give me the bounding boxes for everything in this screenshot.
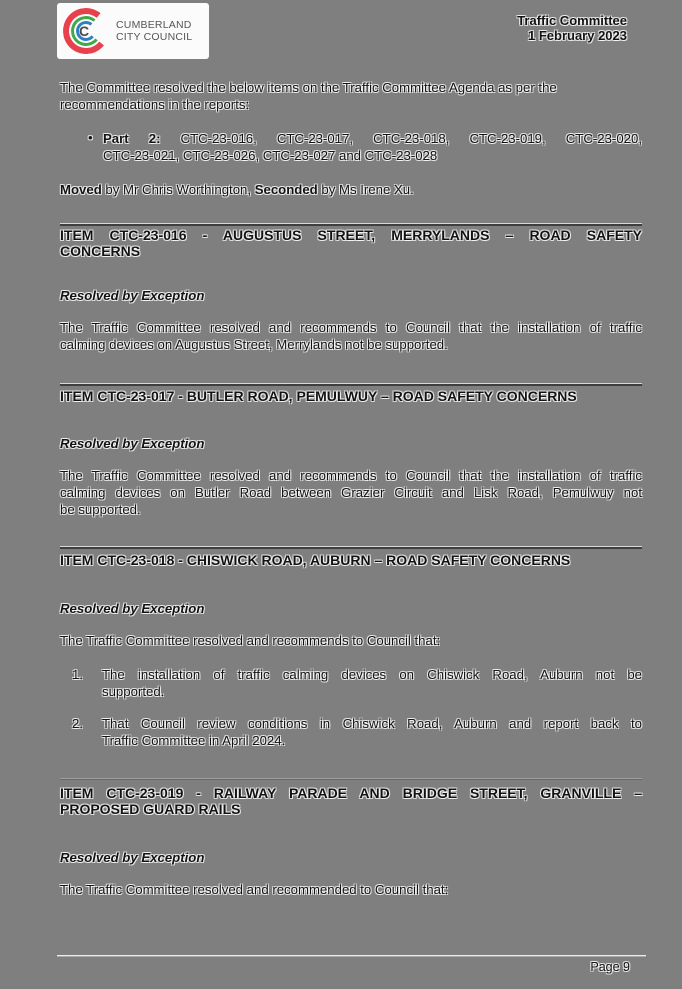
- list-number: 2.: [72, 716, 83, 731]
- resolution-line: be supported.: [60, 502, 141, 517]
- council-logo: [57, 3, 209, 59]
- seconded-label: Seconded: [254, 182, 318, 197]
- agenda-items-line: [103, 130, 642, 147]
- moved-label: Moved: [60, 182, 102, 197]
- intro-line: The Committee resolved the below items on the Traffic Committee Agenda as per the: [60, 80, 557, 95]
- item-resolution-ctc-23-018: [60, 632, 642, 649]
- resolution-line: The Traffic Committee resolved and recommends to Council that:: [60, 633, 441, 648]
- resolution-line: The Traffic Committee resolved and recommended to Council that:: [60, 882, 449, 897]
- intro-line: recommendations in the reports:: [60, 97, 250, 112]
- item-heading-ctc-23-016: [60, 227, 642, 259]
- list-item-line: Traffic Committee in April 2024.: [102, 733, 286, 748]
- section-divider: [60, 546, 642, 549]
- item-heading-line: ITEM CTC-23-018 - CHISWICK ROAD, AUBURN – ROAD SAFETY CONCERNS: [60, 552, 571, 568]
- list-item-line: That Council review conditions in Chiswick Road, Auburn and report back to: [102, 716, 642, 731]
- item-resolution-ctc-23-019: [60, 881, 642, 898]
- section-divider: [60, 778, 642, 780]
- item-heading-line: PROPOSED GUARD RAILS: [60, 801, 241, 817]
- item-heading-line: ITEM CTC-23-016 - AUGUSTUS STREET, MERRYLANDS – ROAD SAFETY: [60, 227, 642, 243]
- list-item-line: The installation of traffic calming devices on Chiswick Road, Auburn not be: [102, 667, 642, 682]
- item-resolution-ctc-23-017: [60, 467, 642, 518]
- numbered-list-item-1: [60, 666, 642, 700]
- list-item-line: supported.: [102, 684, 165, 699]
- page-footer: [57, 955, 646, 974]
- seconder-name: by Ms Irene Xu.: [317, 182, 414, 197]
- page-number: Page 9: [590, 960, 630, 974]
- council-logo-icon: [63, 8, 109, 54]
- item-heading-line: CONCERNS: [60, 243, 141, 259]
- committee-name: Traffic Committee: [517, 13, 627, 28]
- council-name-line1: CUMBERLAND: [116, 19, 192, 31]
- resolved-by-exception-label: Resolved by Exception: [60, 601, 205, 616]
- section-divider: [60, 223, 642, 226]
- bullet-icon: •: [88, 130, 93, 145]
- agenda-part-list-item: [60, 130, 642, 164]
- item-heading-ctc-23-017: [60, 388, 642, 404]
- intro-paragraph: [60, 79, 642, 113]
- council-name-line2: CITY COUNCIL: [116, 31, 193, 43]
- numbered-list-item-2: [60, 715, 642, 749]
- mover-name: by Mr Chris Worthington,: [101, 182, 255, 197]
- council-name: [116, 19, 192, 43]
- resolution-line: The Traffic Committee resolved and recommends to Council that the installation of traffic: [60, 468, 642, 483]
- footer-divider: [57, 955, 646, 957]
- meeting-date: 1 February 2023: [527, 28, 627, 43]
- resolution-line: The Traffic Committee resolved and recommends to Council that the installation of traffic: [60, 320, 642, 335]
- resolution-line: calming devices on Butler Road between Grazier Circuit and Lisk Road, Pemulwuy not: [60, 485, 642, 500]
- item-heading-ctc-23-019: [60, 785, 642, 817]
- item-heading-ctc-23-018: [60, 552, 642, 568]
- document-meta: [517, 13, 627, 43]
- item-heading-line: ITEM CTC-23-019 - RAILWAY PARADE AND BRIDGE STREET, GRANVILLE –: [60, 785, 642, 801]
- logo-monogram: C: [78, 23, 90, 39]
- part-label: Part 2:: [103, 131, 161, 146]
- resolution-line: calming devices on Augustus Street, Merrylands not be supported.: [60, 337, 448, 352]
- list-number: 1.: [72, 667, 83, 682]
- resolved-by-exception-label: Resolved by Exception: [60, 288, 205, 303]
- agenda-item-numbers: CTC-23-016, CTC-23-017, CTC-23-018, CTC-23-019, CTC-23-020,: [160, 131, 642, 146]
- resolved-by-exception-label: Resolved by Exception: [60, 436, 205, 451]
- item-resolution-ctc-23-016: [60, 319, 642, 353]
- agenda-items-line: CTC-23-021, CTC-23-026, CTC-23-027 and CTC-23-028: [103, 148, 438, 163]
- item-heading-line: ITEM CTC-23-017 - BUTLER ROAD, PEMULWUY – ROAD SAFETY CONCERNS: [60, 388, 577, 404]
- section-divider: [60, 383, 642, 386]
- moved-seconded-line: [60, 181, 642, 198]
- page-header: [60, 0, 642, 62]
- resolved-by-exception-label: Resolved by Exception: [60, 850, 205, 865]
